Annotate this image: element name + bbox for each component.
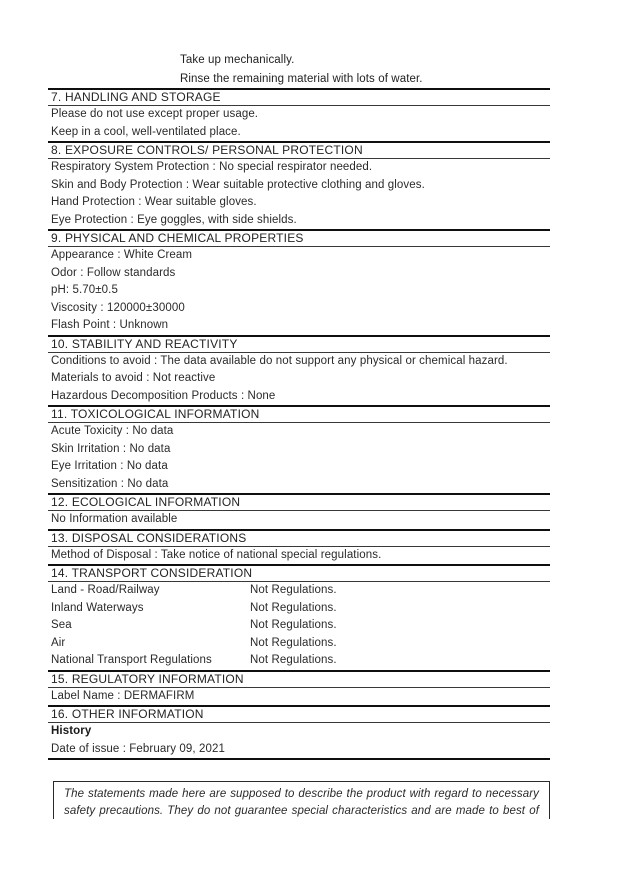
disclaimer-line: safety precautions. They do not guarantee special characteristics and are made to best of [64, 805, 539, 817]
section-disposal [48, 529, 550, 565]
section-header: 12. ECOLOGICAL INFORMATION [48, 493, 550, 511]
section-exposure-controls [48, 141, 550, 229]
transport-regulation-value: Not Regulations. [250, 636, 337, 649]
section-row: Flash Point : Unknown [51, 319, 169, 331]
section-toxicological [48, 405, 550, 493]
history-heading: History [51, 725, 92, 737]
section-row: Hand Protection : Wear suitable gloves. [51, 196, 257, 208]
section-regulatory [48, 670, 550, 706]
section-header: 7. HANDLING AND STORAGE [48, 88, 550, 106]
section-header: 9. PHYSICAL AND CHEMICAL PROPERTIES [48, 229, 550, 247]
transport-mode-label: Land - Road/Railway [51, 584, 160, 596]
transport-mode-label: Air [51, 636, 66, 649]
disclaimer-line: The statements made here are supposed to describe the product with regard to necessary [64, 788, 539, 800]
transport-row [48, 600, 550, 618]
section-row: Label Name : DERMAFIRM [51, 689, 195, 702]
section-header: 16. OTHER INFORMATION [48, 705, 550, 723]
section-row: Materials to avoid : Not reactive [51, 372, 216, 384]
section-row: Conditions to avoid : The data available do not support any physical or chemical hazard. [51, 354, 508, 367]
intro-line: Take up mechanically. [180, 54, 295, 66]
section-header: 13. DISPOSAL CONSIDERATIONS [48, 529, 550, 547]
section-row: Skin Irritation : No data [51, 442, 171, 455]
disclaimer-box [53, 781, 550, 819]
accidental-release-continuation [180, 51, 423, 89]
section-row: Method of Disposal : Take notice of national special regulations. [51, 548, 382, 561]
section-row: Hazardous Decomposition Products : None [51, 389, 276, 402]
section-row: Eye Protection : Eye goggles, with side shields. [51, 213, 297, 226]
transport-regulation-value: Not Regulations. [250, 584, 337, 596]
transport-mode-label: Inland Waterways [51, 601, 144, 614]
section-physical-chemical [48, 229, 550, 335]
transport-row [48, 635, 550, 653]
section-other-information [48, 705, 550, 760]
transport-row [48, 582, 550, 600]
transport-regulation-value: Not Regulations. [250, 619, 337, 631]
section-row: Viscosity : 120000±30000 [51, 301, 185, 314]
section-header: 10. STABILITY AND REACTIVITY [48, 335, 550, 353]
transport-mode-label: Sea [51, 619, 72, 631]
section-stability-reactivity [48, 335, 550, 406]
msds-sections [48, 88, 550, 760]
section-ecological [48, 493, 550, 529]
intro-line: Rinse the remaining material with lots of water. [180, 73, 423, 85]
section-row: Please do not use except proper usage. [51, 108, 259, 120]
section-row: pH: 5.70±0.5 [51, 284, 118, 296]
section-header: 11. TOXICOLOGICAL INFORMATION [48, 405, 550, 423]
section-row: Skin and Body Protection : Wear suitable protective clothing and gloves. [51, 178, 425, 191]
section-handling-storage [48, 88, 550, 141]
transport-regulation-value: Not Regulations. [250, 601, 337, 614]
section-header: 15. REGULATORY INFORMATION [48, 670, 550, 688]
section-row: Odor : Follow standards [51, 266, 176, 279]
section-row: Sensitization : No data [51, 477, 169, 490]
transport-row [48, 652, 550, 670]
section-row: No Information available [51, 513, 178, 525]
transport-mode-label: National Transport Regulations [51, 654, 212, 666]
transport-row [48, 617, 550, 635]
section-row: Eye Irritation : No data [51, 460, 168, 472]
section-transport [48, 564, 550, 670]
date-of-issue-row: Date of issue : February 09, 2021 [51, 742, 225, 755]
section-header: 14. TRANSPORT CONSIDERATION [48, 564, 550, 582]
section-row: Acute Toxicity : No data [51, 425, 174, 437]
section-row: Respiratory System Protection : No special respirator needed. [51, 161, 373, 173]
transport-regulation-value: Not Regulations. [250, 654, 337, 666]
section-row: Keep in a cool, well-ventilated place. [51, 125, 241, 138]
section-header: 8. EXPOSURE CONTROLS/ PERSONAL PROTECTION [48, 141, 550, 159]
section-row: Appearance : White Cream [51, 249, 193, 261]
